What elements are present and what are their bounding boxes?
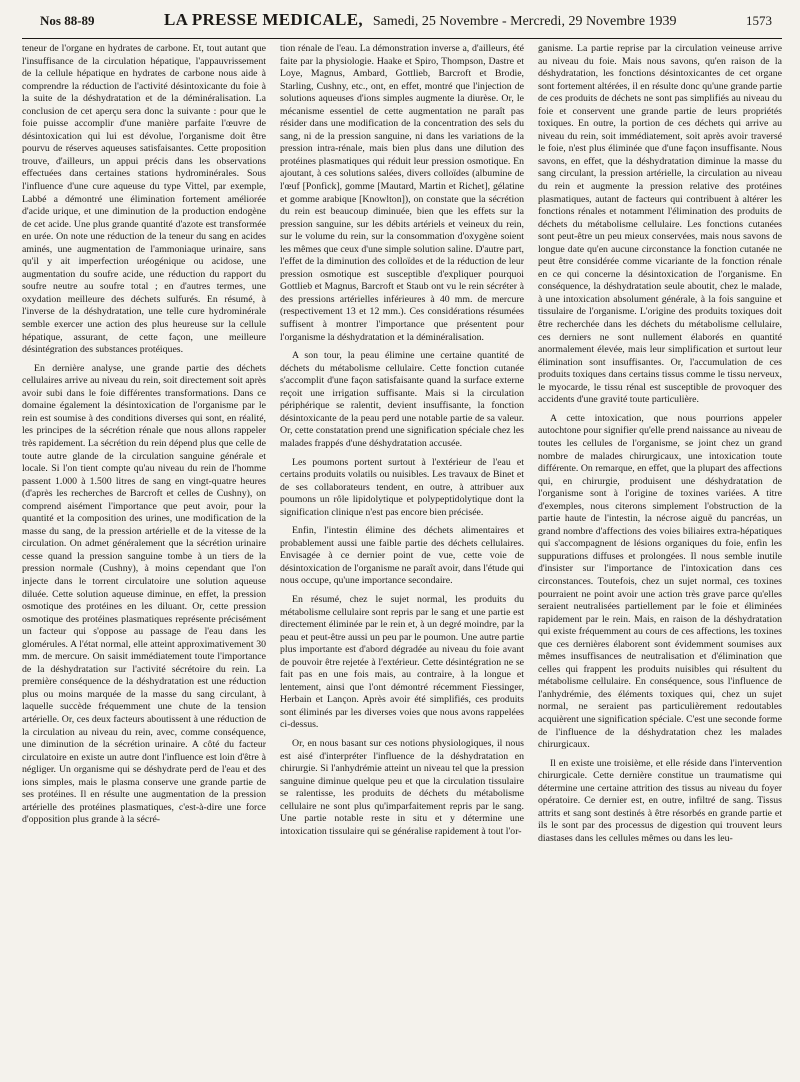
page-number: 1573 [746, 13, 772, 28]
paragraph: ganisme. La partie reprise par la circulation veineuse arrive au niveau du foie. Mais nous savons, qu'en raison de la déshydratation, les fonctions désintoxicantes de cet organe sont fortement altérées, il en résulte donc qu'une grande partie de ces produits de déchets ne sont pas simplifiés au niveau du foie et conservent une grande partie de leurs propriétés toxiques. En outre, la portion de ces déchets qui arrive au niveau du rein, soit immédiatement, soit après avoir traversé le foie, n'est plus éliminée que d'une façon insuffisante. Nous savons, en effet, que la déshydratation diminue la masse du sang circulant, la pression artérielle, la circulation au niveau du rein et augmente la pression relative des protéines plasmatiques, autant de facteurs qui contribuent à altérer les fonctions rénales et notamment l'élimination des produits de déchets du métabolisme cellulaire. Les fonctions cutanées sont peut-être un peu mieux conservées, mais nous savons de longue date qu'en aucune circonstance la fonction cutanée ne peut être considérée comme vicariante de la fonction rénale en ce qui concerne la désintoxication de l'organisme. En conséquence, la déshydratation seule aboutit, chez le malade, à une intoxication absolument générale, à la fois sanguine et tissulaire de l'organisme. L'origine des produits toxiques doit être recherchée dans les déchets du métabolisme cellulaire, ces derniers ne sont nullement élaborés en quantité anormalement élevée, mais leur simplification et surtout leur élimination sont insuffisantes. Or, l'accumulation de ces produits toxiques dans certains tissus comme le tissu nerveux, le myocarde, le tissu rénal est susceptible de provoquer des accidents d'une gravité toute particulière. [538, 43, 782, 406]
paragraph: A son tour, la peau élimine une certaine quantité de déchets du métabolisme cellulaire. Cette fonction cutanée s'accomplit d'une façon satisfaisante quand la surface externe reçoit une irrigation suffisante. Mais si la circulation périphérique se ralentit, devient insuffisante, la fonction désintoxicante de la peau perd une notable partie de sa valeur. Or, cette constatation prend une signification spéciale chez les malades frappés d'une déshydratation accusée. [280, 350, 524, 449]
column-3 [538, 43, 782, 1079]
paragraph: En résumé, chez le sujet normal, les produits du métabolisme cellulaire sont repris par le sang et une partie est directement éliminée par le rein et, à un degré moindre, par la peau et peut-être aussi un peu par le poumon. Une autre partie plus importante est d'abord dégradée au niveau du foie avant de pouvoir être rejetée à l'extérieur. Cette désintégration ne se fait pas en une fois mais, au contraire, à la longue et lentement, ainsi que l'ont démontré récemment Fiessinger, Herbain et Lançon. Après avoir été simplifiés, ces produits sont éliminés par les diverses voies que nous avons rappelées ci-dessus. [280, 593, 524, 731]
paragraph: tion rénale de l'eau. La démonstration inverse a, d'ailleurs, été faite par la physiologie. Haake et Spiro, Thompson, Dastre et Loye, Magnus, Ambard, Gottlieb, Barcroft et Brodie, Starling, Cushny, etc., ont, en effet, montré que l'injection de solutions aqueuses d'ions simples augmente la diurèse. Or, le mécanisme essentiel de cette augmentation ne paraît pas résider dans une modification de la concentration des sels du sang, ni de la pression sanguine, ni dans les variations de la pression intra-rénale, mais bien plus dans une dilution des protéines plasmatiques qui réduit leur pression osmotique. En ajoutant, à ces solutions salées, divers colloïdes (albumine de l'œuf [Ponfick], gomme [Mautard, Martin et Richet], gélatine et gomme arabique [Knowlton]), on constate que la sécrétion du rein est beaucoup diminuée, bien que les effets sur la pression sanguine, sur les débits artériels et veineux du rein, sur le volume du rein, sur la consommation d'oxygène soient les mêmes que ceux d'une simple solution saline. D'autre part, l'effet de la diminution des colloïdes et de la réduction de leur pression osmotique est susceptible d'expliquer pourquoi Gottlieb et Magnus, Barcroft et Staub ont vu le rein sécréter à des pressions artérielles inférieures à 40 mm. de mercure (respectivement 13 et 12 mm.). Ces considérations résumées suffisent à montrer l'importance que présentent pour l'organisme la déshydratation et la déminéralisation. [280, 43, 524, 343]
paragraph: Les poumons portent surtout à l'extérieur de l'eau et certains produits volatils ou nuisibles. Les travaux de Binet et de ses collaborateurs tendent, en outre, à attribuer aux poumons un rôle lipidolytique et polypeptidolytique dont la signification clinique n'est pas encore bien précisée. [280, 456, 524, 518]
masthead [164, 10, 677, 30]
column-1 [22, 43, 266, 1079]
journal-title: LA PRESSE MEDICALE, [164, 10, 363, 29]
paragraph: A cette intoxication, que nous pourrions appeler autochtone pour signifier qu'elle prend naissance au niveau de toutes les cellules de l'organisme, se joint chez un grand nombre de malades chirurgicaux, une intoxication toute différente. On remarque, en effet, que la plupart des affections qui, en chirurgie, produisent une déshydratation de l'organisme sont à l'origine de toxines variées. A titre d'exemples, nous citerons simplement l'obstruction de la partie haute de l'intestin, la nécrose aiguë du pancréas, un grand nombre d'affections des voies biliaires extra-hépatiques qui s'accompagnent de lésions organiques du foie, enfin les suppurations diffuses et prolongées. Il nous semble inutile d'insister sur l'importance de l'intoxication dans ces circonstances. Toutefois, chez un sujet normal, ces toxines pourraient ne point avoir une action très grave parce qu'elles seraient neutralisées partiellement par le foie et éliminées rapidement par le rein. Mais, en raison de la déshydratation qui existe fréquemment au cours de ces affections, les toxines que ces dernières élaborent sont évidemment soumises aux mêmes insuffisances de neutralisation et d'élimination que celles qui frappent les produits nuisibles qui résultent du métabolisme cellulaire. En conséquence, sous l'influence de l'anhydrémie, des éléments toxiques qui, chez un sujet normal, ne seraient pas particulièrement redoutables acquièrent une signification spéciale. C'est une seconde forme de l'influence de la déshydratation chez les malades chirurgicaux. [538, 412, 782, 751]
paragraph: teneur de l'organe en hydrates de carbone. Et, tout autant que l'insuffisance de la circulation hépatique, l'appauvrissement de la cellule hépatique en hydrates de carbone nous aide à comprendre la réduction de l'activité désintoxicante du foie à la suite de la déshydratation et de la déminéralisation. La conclusion de cet aperçu sera donc la suivante : pour que le foie puisse accomplir d'une manière parfaite l'œuvre de désintoxication qui lui est dévolue, l'organisme doit être pourvu de réserves aqueuses satisfaisantes. Cette proposition trouve, d'ailleurs, un appui précis dans les observations effectuées dans certaines stations hydrominérales. Sous l'influence d'une cure aqueuse du type Vittel, par exemple, Labbé a démontré une élimination fortement améliorée d'acide urique, et une diminution de la production endogène de cet acide. Une plus grande quantité d'azote est transformée en urée. On note une réduction de la teneur du sang en acides aminés, une augmentation de l'ammoniaque urinaire, sans qu'il y ait imperfection uréogénique ou acidose, une augmentation du soufre acide, une réduction du rapport du soufre neutre au soufre total ; en d'autres termes, une oxydation meilleure des déchets sulfurés. En résumé, à l'inverse de la déshydratation, une telle cure hydrominérale semble exercer une action des plus heureuse sur la cellule hépatique, assurant, de cette façon, une meilleure désintégration des substances protéiques. [22, 43, 266, 356]
text-columns [22, 43, 782, 1079]
issue-date: Samedi, 25 Novembre - Mercredi, 29 Novembre 1939 [372, 14, 677, 29]
paragraph: Enfin, l'intestin élimine des déchets alimentaires et probablement aussi une faible partie des déchets cellulaires. Envisagée à ce dernier point de vue, cette voie de désintoxication de l'organisme ne paraît avoir, dans l'étude qui nous occupe, qu'une importance secondaire. [280, 525, 524, 587]
paragraph: Or, en nous basant sur ces notions physiologiques, il nous est aisé d'interpréter l'influence de la déshydratation en chirurgie. Si l'anhydrémie atteint un niveau tel que la pression sanguine diminue quelque peu et que la circulation tissulaire se ralentisse, les produits de déchets du métabolisme cellulaire ne sont plus qu'imparfaitement repris par le sang. Une partie notable reste in situ et y détermine une intoxication tissulaire qui se généralise rapidement à tout l'or- [280, 737, 524, 837]
paragraph: Il en existe une troisième, et elle réside dans l'intervention chirurgicale. Cette dernière constitue un traumatisme qui détermine une certaine attrition des tissus au niveau du foyer opératoire. Ce dernier est, en outre, infiltré de sang. Tissus attrits et sang sont destinés à être résorbés en grande partie et ils le sont par des processus de digestion qui trouvent leurs diastases dans les cellules mêmes ou dans les leu- [538, 757, 782, 844]
issue-number: Nos 88-89 [40, 13, 95, 28]
page-header [22, 10, 782, 39]
column-2 [280, 43, 524, 1079]
paragraph: En dernière analyse, une grande partie des déchets cellulaires arrive au niveau du rein, soit directement soit après avoir subi dans le foie différentes transformations. Dans ce domaine également la désintoxication de l'organisme par le rein est soumise à des conditions diverses qui sont, en réalité, les principes de la sécrétion rénale que nous allons rappeler très rapidement. La sécrétion du rein dépend plus que celle de toute autre glande de la circulation sanguine générale et locale. Si l'on tient compte qu'au niveau du rein de l'homme passent 1.000 à 1.500 litres de sang en vingt-quatre heures (d'après les recherches de Barcroft et celles de Cushny), on comprend aisément l'importance que peut avoir, pour la quantité et la composition des urines, une modification de la masse du sang, de la pression artérielle et de la vitesse de la circulation. On admet généralement que la sécrétion urinaire cesse quand la pression sanguine tombe à un tiers de la pression normale (Cushny), à moins cependant que l'on injecte dans le torrent circulatoire une solution aqueuse diluée. Cette solution aqueuse diminue, en effet, la pression osmotique des protéines en les diluant. Or, cette pression osmotique des protéines plasmatiques représente précisément un facteur qui s'oppose au passage de l'eau dans les glomérules. A l'état normal, elle atteint approximativement 30 mm. de mercure. On saisit immédiatement toute l'importance de la déshydratation sur l'activité sécrétoire du rein. La première conséquence de la déshydratation est une réduction plus ou moins marquée de la masse du sang circulant, à laquelle succède fréquemment une chute de la tension artérielle. Or, ces deux facteurs aboutissent à une réduction de la circulation au niveau du rein, avec, comme conséquence, une diminution de la sécrétion urinaire. A côté du facteur circulatoire en existe un autre dont l'influence est loin d'être à négliger. Un organisme qui se déshydrate perd de l'eau et des ions simples, mais le plasma conserve une grande partie de ses protéines. Il en résulte une augmentation de la pression artérielle des protéines plasmatiques, c'est-à-dire une force d'opposition plus grande à la sécré- [22, 362, 266, 826]
